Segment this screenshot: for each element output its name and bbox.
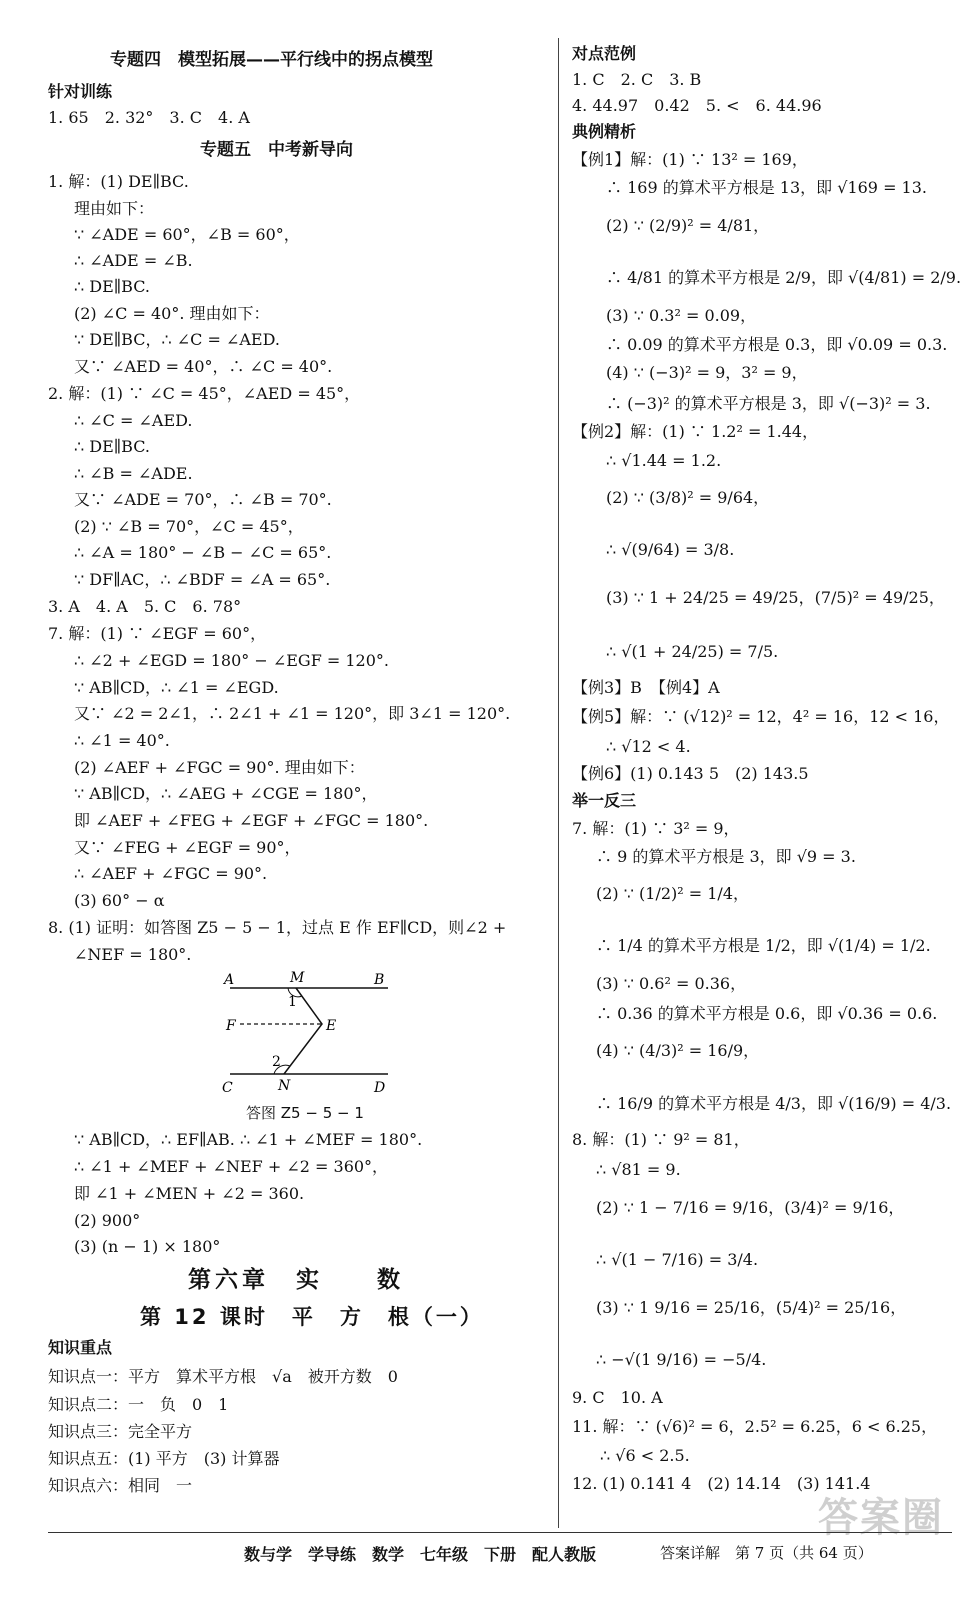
text-line: ∴ ∠AEF + ∠FGC = 90°.	[74, 864, 268, 883]
text-line: 8. (1) 证明：如答图 Z5 − 5 − 1，过点 E 作 EF∥CD，则∠2 +	[48, 918, 507, 937]
knowledge-line: 知识点五：(1) 平方 (3) 计算器	[48, 1449, 280, 1468]
text-line: ∴ ∠B = ∠ADE.	[74, 464, 193, 483]
label-angle-2: 2	[272, 1054, 281, 1070]
text-line: (4) ∵ (−3)² = 9，3² = 9，	[606, 363, 808, 382]
text-line: ∴ √1.44 = 1.2.	[606, 451, 722, 470]
drill-heading: 针对训练	[48, 82, 113, 101]
watermark: 答案圈	[818, 1495, 944, 1541]
text-line: ∴ 9 的算术平方根是 3，即 √9 = 3.	[596, 847, 856, 866]
text-line: ∴ 16/9 的算术平方根是 4/3，即 √(16/9) = 4/3.	[596, 1094, 952, 1113]
column-divider	[558, 38, 559, 1528]
footer-book-title: 数与学 学导练 数学 七年级 下册 配人教版	[244, 1545, 597, 1564]
section-heading: 举一反三	[572, 791, 637, 810]
label-c: C	[222, 1080, 233, 1096]
parallel-lines-figure	[218, 966, 398, 1096]
text-line: ∴ 0.36 的算术平方根是 0.6，即 √0.36 = 0.6.	[596, 1004, 938, 1023]
text-line: ∴ √12 < 4.	[606, 737, 691, 756]
text-line: (3) (n − 1) × 180°	[74, 1237, 221, 1256]
section-heading: 典例精析	[572, 122, 637, 141]
text-line: ∴ DE∥BC.	[74, 277, 150, 296]
text-line: ∴ √6 < 2.5.	[600, 1446, 690, 1465]
text-line: (3) ∵ 0.3² = 0.09，	[606, 306, 757, 325]
text-line: (2) 900°	[74, 1211, 141, 1230]
text-line: 【例1】解：(1) ∵ 13² = 169，	[572, 150, 808, 169]
text-line: ∵ DE∥BC，∴ ∠C = ∠AED.	[74, 330, 280, 349]
topic4-title: 专题四 模型拓展——平行线中的拐点模型	[110, 50, 433, 70]
text-line: ∴ ∠A = 180° − ∠B − ∠C = 65°.	[74, 543, 332, 562]
text-line: 【例2】解：(1) ∵ 1.2² = 1.44，	[572, 422, 819, 441]
text-line: (3) ∵ 1 9/16 = 25/16，(5/4)² = 25/16，	[596, 1298, 907, 1317]
label-f: F	[226, 1018, 236, 1034]
label-b: B	[374, 972, 385, 988]
text-line: ∴ ∠1 = 40°.	[74, 731, 170, 750]
section-heading: 对点范例	[572, 44, 637, 63]
text-line: ∴ 4/81 的算术平方根是 2/9，即 √(4/81) = 2/9.	[606, 268, 962, 287]
text-line: ∵ AB∥CD，∴ ∠AEG + ∠CGE = 180°，	[74, 784, 378, 803]
text-line: ∴ √81 = 9.	[596, 1160, 681, 1179]
text-line: 又∵ ∠FEG + ∠EGF = 90°，	[74, 838, 301, 857]
label-d: D	[374, 1080, 386, 1096]
text-line: ∴ (−3)² 的算术平方根是 3，即 √(−3)² = 3.	[606, 394, 931, 413]
text-line: ∴ 0.09 的算术平方根是 0.3，即 √0.09 = 0.3.	[606, 335, 948, 354]
label-a: A	[224, 972, 235, 988]
label-e: E	[326, 1018, 337, 1034]
text-line: ∴ 169 的算术平方根是 13，即 √169 = 13.	[606, 178, 928, 197]
chapter-title: 第六章 实 数	[188, 1267, 404, 1293]
text-line: 12. (1) 0.141 4 (2) 14.14 (3) 141.4	[572, 1474, 871, 1493]
label-n: N	[278, 1078, 291, 1094]
text-line: 9. C 10. A	[572, 1388, 663, 1407]
text-line: 【例5】解：∵ (√12)² = 12，4² = 16，12 < 16，	[572, 707, 950, 726]
text-line: 1. C 2. C 3. B	[572, 70, 702, 89]
topic5-title: 专题五 中考新导向	[200, 140, 353, 160]
label-m: M	[290, 970, 305, 986]
text-line: (2) ∵ (1/2)² = 1/4，	[596, 884, 749, 903]
figure-caption: 答图 Z5 − 5 − 1	[246, 1104, 364, 1122]
knowledge-line: 知识点六：相同 一	[48, 1476, 193, 1495]
knowledge-heading: 知识重点	[48, 1338, 113, 1357]
text-line: ∴ √(9/64) = 3/8.	[606, 540, 735, 559]
label-angle-1: 1	[288, 994, 297, 1010]
text-line: (2) ∵ (2/9)² = 4/81，	[606, 216, 770, 235]
text-line: ∴ ∠C = ∠AED.	[74, 411, 193, 430]
text-line: 即 ∠1 + ∠MEN + ∠2 = 360.	[74, 1184, 305, 1203]
text-line: ∴ √(1 + 24/25) = 7/5.	[606, 642, 779, 661]
text-line: 7. 解：(1) ∵ ∠EGF = 60°，	[48, 624, 267, 643]
text-line: ∴ √(1 − 7/16) = 3/4.	[596, 1250, 759, 1269]
text-line: ∵ AB∥CD，∴ ∠1 = ∠EGD.	[74, 678, 279, 697]
text-line: (2) ∵ ∠B = 70°，∠C = 45°，	[74, 517, 304, 536]
knowledge-line: 知识点一：平方 算术平方根 √a 被开方数 0	[48, 1367, 398, 1386]
text-line: (3) ∵ 0.6² = 0.36，	[596, 974, 747, 993]
text-line: (3) 60° − α	[74, 891, 165, 910]
lesson-title: 第 12 课时 平 方 根（一）	[140, 1305, 484, 1329]
text-line: ∵ AB∥CD，∴ EF∥AB. ∴ ∠1 + ∠MEF = 180°.	[74, 1130, 423, 1149]
footer-page-number: 答案详解 第 7 页（共 64 页）	[660, 1544, 873, 1562]
text-line: ∴ DE∥BC.	[74, 437, 150, 456]
text-line: 即 ∠AEF + ∠FEG + ∠EGF + ∠FGC = 180°.	[74, 811, 429, 830]
text-line: ∴ −√(1 9/16) = −5/4.	[596, 1350, 767, 1369]
footer-rule	[48, 1532, 952, 1533]
text-line: (2) ∵ 1 − 7/16 = 9/16，(3/4)² = 9/16，	[596, 1198, 905, 1217]
text-line: ∵ DF∥AC，∴ ∠BDF = ∠A = 65°.	[74, 570, 331, 589]
text-line: (2) ∵ (3/8)² = 9/64，	[606, 488, 770, 507]
text-line: ∠NEF = 180°.	[74, 945, 192, 964]
text-line: 1. 解：(1) DE∥BC.	[48, 172, 189, 191]
text-line: (3) ∵ 1 + 24/25 = 49/25，(7/5)² = 49/25，	[606, 588, 945, 607]
knowledge-line: 知识点二：一 负 0 1	[48, 1395, 229, 1414]
text-line: ∵ ∠ADE = 60°，∠B = 60°，	[74, 225, 300, 244]
text-line: 【例3】B 【例4】A	[572, 678, 720, 697]
text-line: 又∵ ∠AED = 40°，∴ ∠C = 40°.	[74, 357, 333, 376]
text-line: 【例6】(1) 0.143 5 (2) 143.5	[572, 764, 809, 783]
text-line: (2) ∠C = 40°. 理由如下：	[74, 304, 270, 323]
text-line: 3. A 4. A 5. C 6. 78°	[48, 597, 242, 616]
text-line: ∴ ∠2 + ∠EGD = 180° − ∠EGF = 120°.	[74, 651, 389, 670]
text-line: 11. 解：∵ (√6)² = 6，2.5² = 6.25，6 < 6.25，	[572, 1417, 938, 1436]
text-line: 2. 解：(1) ∵ ∠C = 45°，∠AED = 45°，	[48, 384, 361, 403]
text-line: 又∵ ∠2 = 2∠1，∴ 2∠1 + ∠1 = 120°，即 3∠1 = 120°.	[74, 704, 511, 723]
text-line: ∴ ∠1 + ∠MEF + ∠NEF + ∠2 = 360°，	[74, 1157, 389, 1176]
text-line: 又∵ ∠ADE = 70°，∴ ∠B = 70°.	[74, 490, 332, 509]
text-line: 理由如下：	[74, 199, 155, 218]
drill-answers: 1. 65 2. 32° 3. C 4. A	[48, 108, 250, 127]
text-line: (4) ∵ (4/3)² = 16/9，	[596, 1041, 760, 1060]
text-line: 4. 44.97 0.42 5. < 6. 44.96	[572, 96, 822, 115]
text-line: (2) ∠AEF + ∠FGC = 90°. 理由如下：	[74, 758, 365, 777]
text-line: ∴ 1/4 的算术平方根是 1/2，即 √(1/4) = 1/2.	[596, 936, 931, 955]
text-line: ∴ ∠ADE = ∠B.	[74, 251, 193, 270]
text-line: 7. 解：(1) ∵ 3² = 9，	[572, 819, 740, 838]
text-line: 8. 解：(1) ∵ 9² = 81，	[572, 1130, 750, 1149]
knowledge-line: 知识点三：完全平方	[48, 1422, 193, 1441]
